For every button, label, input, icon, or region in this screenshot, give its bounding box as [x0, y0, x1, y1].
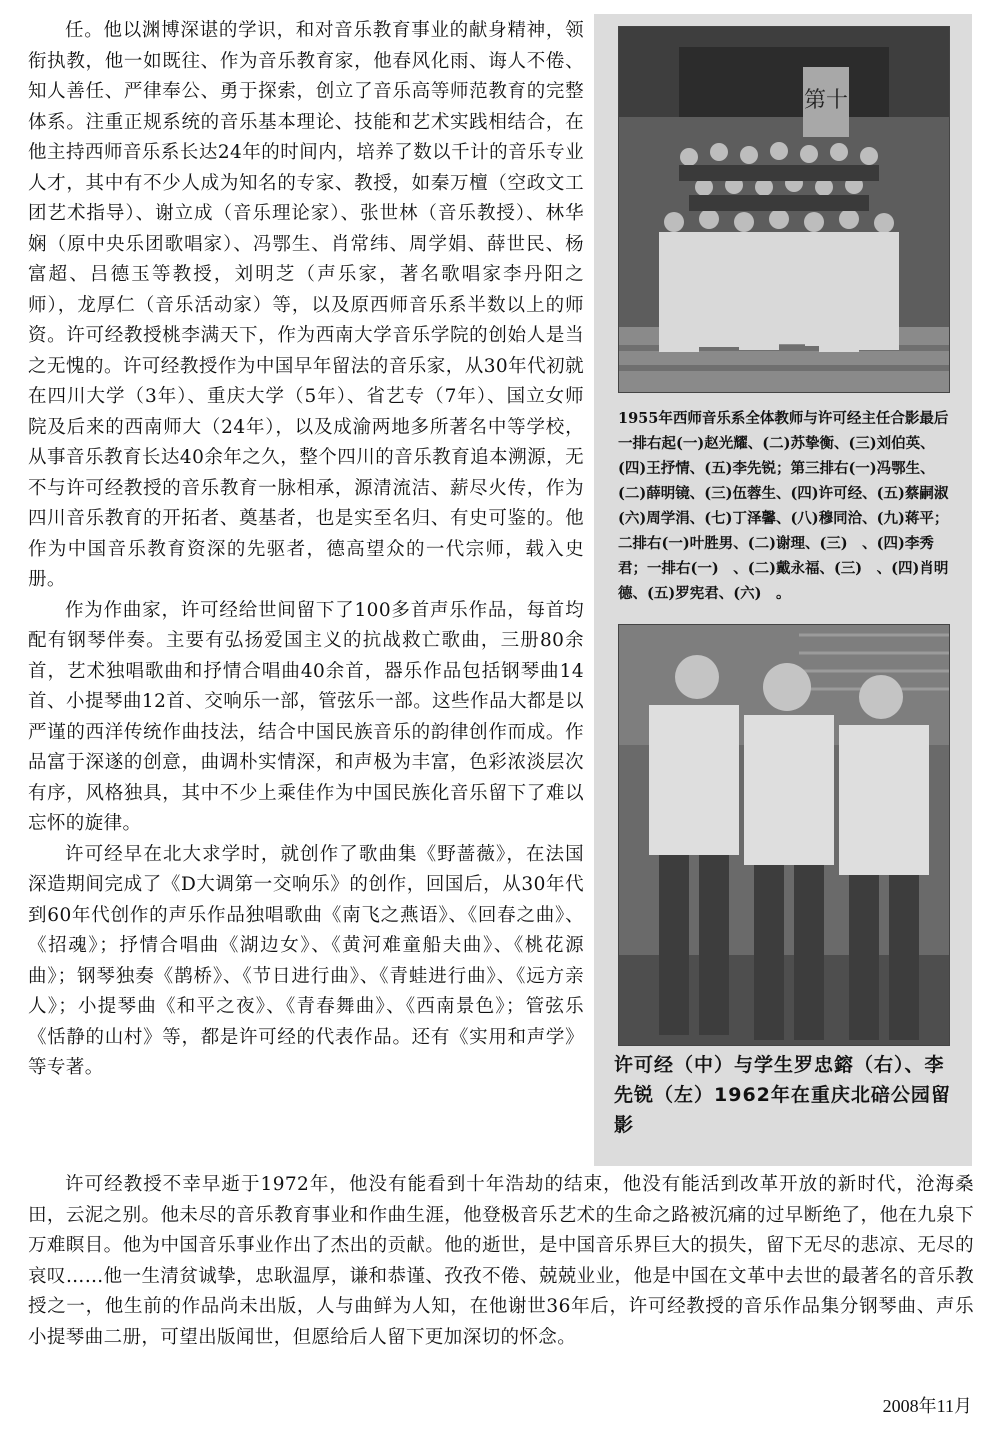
portrait-photo-1962	[618, 624, 950, 1046]
paragraph: 任。他以渊博深谌的学识，和对音乐教育事业的献身精神，领衔执教，他一如既往、作为音乐教育家，他春风化雨、诲人不倦、知人善任、严律奉公、勇于探索，创立了音乐高等师范教育的完整体系。注重正规系统的音乐基本理论、技能和艺术实践相结合，在他主持西师音乐系长达24年的时间内，培养了数以千计的音乐专业人才，其中有不少人成为知名的专家、教授，如秦万檀（空政文工团艺术指导）、谢立成（音乐理论家）、张世林（音乐教授）、林华娴（原中央乐团歌唱家）、冯鄂生、肖常纬、周学娟、薛世民、杨富超、吕德玉等教授，刘明芝（声乐家，著名歌唱家李丹阳之师），龙厚仁（音乐活动家）等，以及原西师音乐系半数以上的师资。许可经教授桃李满天下，作为西南大学音乐学院的创始人是当之无愧的。许可经教授作为中国早年留法的音乐家，从30年代初就在四川大学（3年）、重庆大学（5年）、省艺专（7年）、国立女师院及后来的西南师大（24年），以及成渝两地多所著名中等学校，从事音乐教育长达40余年之久，整个四川的音乐教育追本溯源，无不与许可经教授的音乐教育一脉相承，源清流洁、薪尽火传，作为四川音乐教育的开拓者、奠基者，也是实至名归、有史可鉴的。他作为中国音乐教育资深的先驱者，德高望众的一代宗师，载入史册。	[28, 20, 584, 590]
group-photo-1955	[618, 26, 950, 393]
article-column	[28, 16, 584, 1084]
paragraph: 作为作曲家，许可经给世间留下了100多首声乐作品，每首均配有钢琴伴奏。主要有弘扬爱国主义的抗战救亡歌曲，三册80余首，艺术独唱歌曲和抒情合唱曲40余首，器乐作品包括钢琴曲14首、小提琴曲12首、交响乐一部，管弦乐一部。这些作品大都是以严谨的西洋传统作曲技法，结合中国民族音乐的韵律创作而成。作品富于深遂的创意，曲调朴实情深，和声极为丰富，色彩浓淡层次有序，风格独具，其中不少上乘佳作为中国民族化音乐留下了难以忘怀的旋律。	[28, 599, 584, 834]
photo1-caption: 1955年西师音乐系全体教师与许可经主任合影最后一排右起(一)赵光耀、(二)苏挚衡、(三)刘伯英、(四)王抒情、(五)李先锐；第三排右(一)冯鄂生、(二)薛明镜、(三)伍蓉生、(四)许可经、(五)蔡嗣淑(六)周学涓、(七)丁泽馨、(八)穆同洽、(九)蒋平；二排右(一)叶胜男、(二)谢理、(三) 、(四)李秀君；一排右(一) 、(二)戴永福、(三) 、(四)肖明德、(五)罗宪君、(六) 。	[618, 410, 949, 602]
photo2-caption: 许可经（中）与学生罗忠鎔（右）、李先锐（左）1962年在重庆北碚公园留影	[614, 1054, 951, 1136]
date-line: 2008年11月	[882, 1396, 972, 1416]
portrait-photo-image	[619, 625, 949, 1045]
article-closing	[28, 1170, 974, 1353]
group-photo-image	[619, 27, 949, 392]
paragraph: 许可经早在北大求学时，就创作了歌曲集《野蔷薇》，在法国深造期间完成了《D大调第一交响乐》的创作，回国后，从30年代到60年代创作的声乐作品独唱歌曲《南飞之燕语》、《回春之曲》、《招魂》；抒情合唱曲《湖边女》、《黄河难童船夫曲》、《桃花源曲》；钢琴独奏《鹊桥》、《节日进行曲》、《青蛙进行曲》、《远方亲人》；小提琴曲《和平之夜》、《青春舞曲》、《西南景色》；管弦乐《恬静的山村》等，都是许可经的代表作品。还有《实用和声学》等专著。	[28, 843, 584, 1078]
paragraph: 许可经教授不幸早逝于1972年，他没有能看到十年浩劫的结束，他没有能活到改革开放的新时代，沧海桑田，云泥之别。他未尽的音乐教育事业和作曲生涯，他登极音乐艺术的生命之路被沉痛的过早断绝了，他在九泉下万难瞑目。他为中国音乐事业作出了杰出的贡献。他的逝世，是中国音乐界巨大的损失，留下无尽的悲凉、无尽的哀叹……他一生清贫诚挚，忠耿温厚，谦和恭谨、孜孜不倦、兢兢业业，他是中国在文革中去世的最著名的音乐教授之一，他生前的作品尚未出版，人与曲鲜为人知，在他谢世36年后，许可经教授的音乐作品集分钢琴曲、声乐小提琴曲二册，可望出版闻世，但愿给后人留下更加深切的怀念。	[28, 1174, 974, 1348]
building-sign: 第十	[803, 88, 849, 113]
photo-sidebar	[594, 14, 972, 1166]
